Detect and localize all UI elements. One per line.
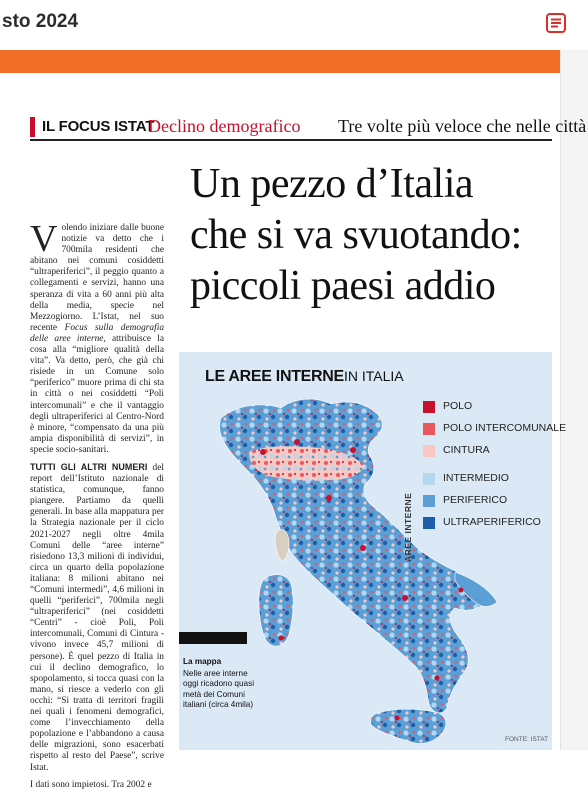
caption-black-bar	[179, 632, 247, 644]
caption-text: Nelle aree interne oggi ricadono quasi metà dei Comuni italiani (circa 4mila)	[183, 668, 255, 709]
legend-swatch	[423, 517, 435, 529]
city-polo	[459, 588, 464, 593]
legend-swatch	[423, 495, 435, 507]
paragraph-1-italic: Focus sulla demografia delle aree interne	[30, 322, 165, 344]
city-polo	[402, 595, 408, 601]
legend-label: ULTRAPERIFERICO	[443, 516, 541, 528]
article-body-column	[30, 218, 165, 797]
paragraph-2-text: del report dell’Istituto nazionale di statistica, comunque, fanno piangere. Partiamo da quelli generali. In base alla mappatura per la Strategia nazionale per il ciclo 2021-2027 negli oltre 4mila Comuni delle “aree interne” risiedono 13,3 milioni di individui, circa un quarto della popolazione italiana: 8 milioni abitano nei “Comuni intermedi”, 4,6 milioni in quelli “periferici”, 700mila negli “ultraperiferici” (nei cosiddetti “Centri” - cioè Poli, Poli intercomunali, Comuni di Cintura - vivono invece 45,7 milioni di persone). È quel pezzo di Italia in cui il declino demografico, lo spopolamento, si tocca quasi con la mano, si riesce a vederlo con gli occhi: “Si tratta di territori fragili nei quali i fenomeni demografici, come l’invecchiamento della popolazione e l’abbandono a causa delle migrazioni, sono esacerbati rispetto al resto del Paese”, scrive Istat.	[30, 462, 164, 773]
city-polo	[435, 676, 440, 681]
legend-side-label-wrap	[401, 472, 415, 572]
document-list-icon	[545, 12, 567, 34]
headline-line-2: che si va svuotando:	[190, 212, 522, 258]
city-polo	[395, 716, 400, 721]
sicily-shape	[371, 709, 446, 743]
city-polo	[294, 439, 300, 445]
legend-swatch	[423, 423, 435, 435]
kicker-topic: Declino demografico	[148, 116, 301, 136]
headline-line-1: Un pezzo d’Italia	[190, 161, 474, 207]
paragraph-2-lead: TUTTI GLI ALTRI NUMERI	[30, 461, 148, 472]
legend-swatch	[423, 401, 435, 413]
corsica-shape	[275, 530, 289, 561]
legend-label: INTERMEDIO	[443, 472, 509, 484]
legend-label: PERIFERICO	[443, 494, 508, 506]
city-polo	[260, 449, 266, 455]
headline-line-3: piccoli paesi addio	[190, 263, 496, 309]
map-title-bold: LE AREE INTERNE	[205, 368, 344, 385]
kicker-red-bar	[30, 117, 35, 137]
paragraph-2	[30, 462, 164, 774]
article-view-button[interactable]	[545, 12, 567, 34]
paragraph-1-text-b: , attribuisce la cosa alla “migliore qualità della vita”. Va detto, però, che già chi risiede in un Comune solo “periferico” muore prima di chi sta in città o nei cosiddetti “Poli intercomunali” e che il vantaggio degli ultraperiferici al Centro-Nord è minore, “compensato da una più ampia disponibilità di servizi”, in specie socio-sanitari.	[30, 333, 164, 455]
article-headline	[190, 159, 560, 312]
legend-label: POLO	[443, 400, 473, 412]
city-polo	[279, 636, 284, 641]
article-kicker	[30, 115, 587, 141]
paragraph-3: I dati sono impietosi. Tra 2002 e	[30, 779, 152, 790]
legend-label: CINTURA	[443, 444, 490, 456]
page-edge	[560, 50, 588, 750]
kicker-subtitle: Tre volte più veloce che nelle città	[338, 116, 587, 136]
issue-date: sto 2024	[2, 11, 79, 32]
legend-swatch	[423, 445, 435, 457]
paragraph-1	[30, 218, 165, 456]
map-source: FONTE: ISTAT	[505, 736, 549, 743]
city-polo	[326, 495, 332, 501]
legend-swatch	[423, 473, 435, 485]
kicker-label: IL FOCUS ISTAT	[42, 118, 155, 135]
sardinia-shape	[259, 575, 293, 647]
legend-label: POLO INTERCOMUNALE	[443, 422, 567, 434]
newspaper-page[interactable]	[0, 73, 587, 790]
map-title-light: IN ITALIA	[343, 368, 404, 384]
map-caption	[183, 657, 255, 711]
map-title	[205, 366, 404, 386]
drop-cap: V	[30, 218, 58, 260]
section-color-band	[0, 50, 560, 73]
map-infographic	[179, 352, 567, 750]
app-top-bar	[0, 0, 588, 48]
city-polo	[350, 447, 356, 453]
paragraph-1-text-a: olendo iniziare dalle buone notizie va detto che i 700mila residenti che abitano nei comuni cosiddetti “ultraperiferici”, il peggio quanto a collegamenti e servizi, hanno una speranza di vita a 60 anni più alta della media, specie nel Mezzogiorno. L’Istat, nel suo recente	[30, 223, 164, 333]
legend-side-label: AREE INTERNE	[403, 492, 413, 562]
city-polo	[360, 545, 366, 551]
caption-title: La mappa	[183, 657, 222, 666]
